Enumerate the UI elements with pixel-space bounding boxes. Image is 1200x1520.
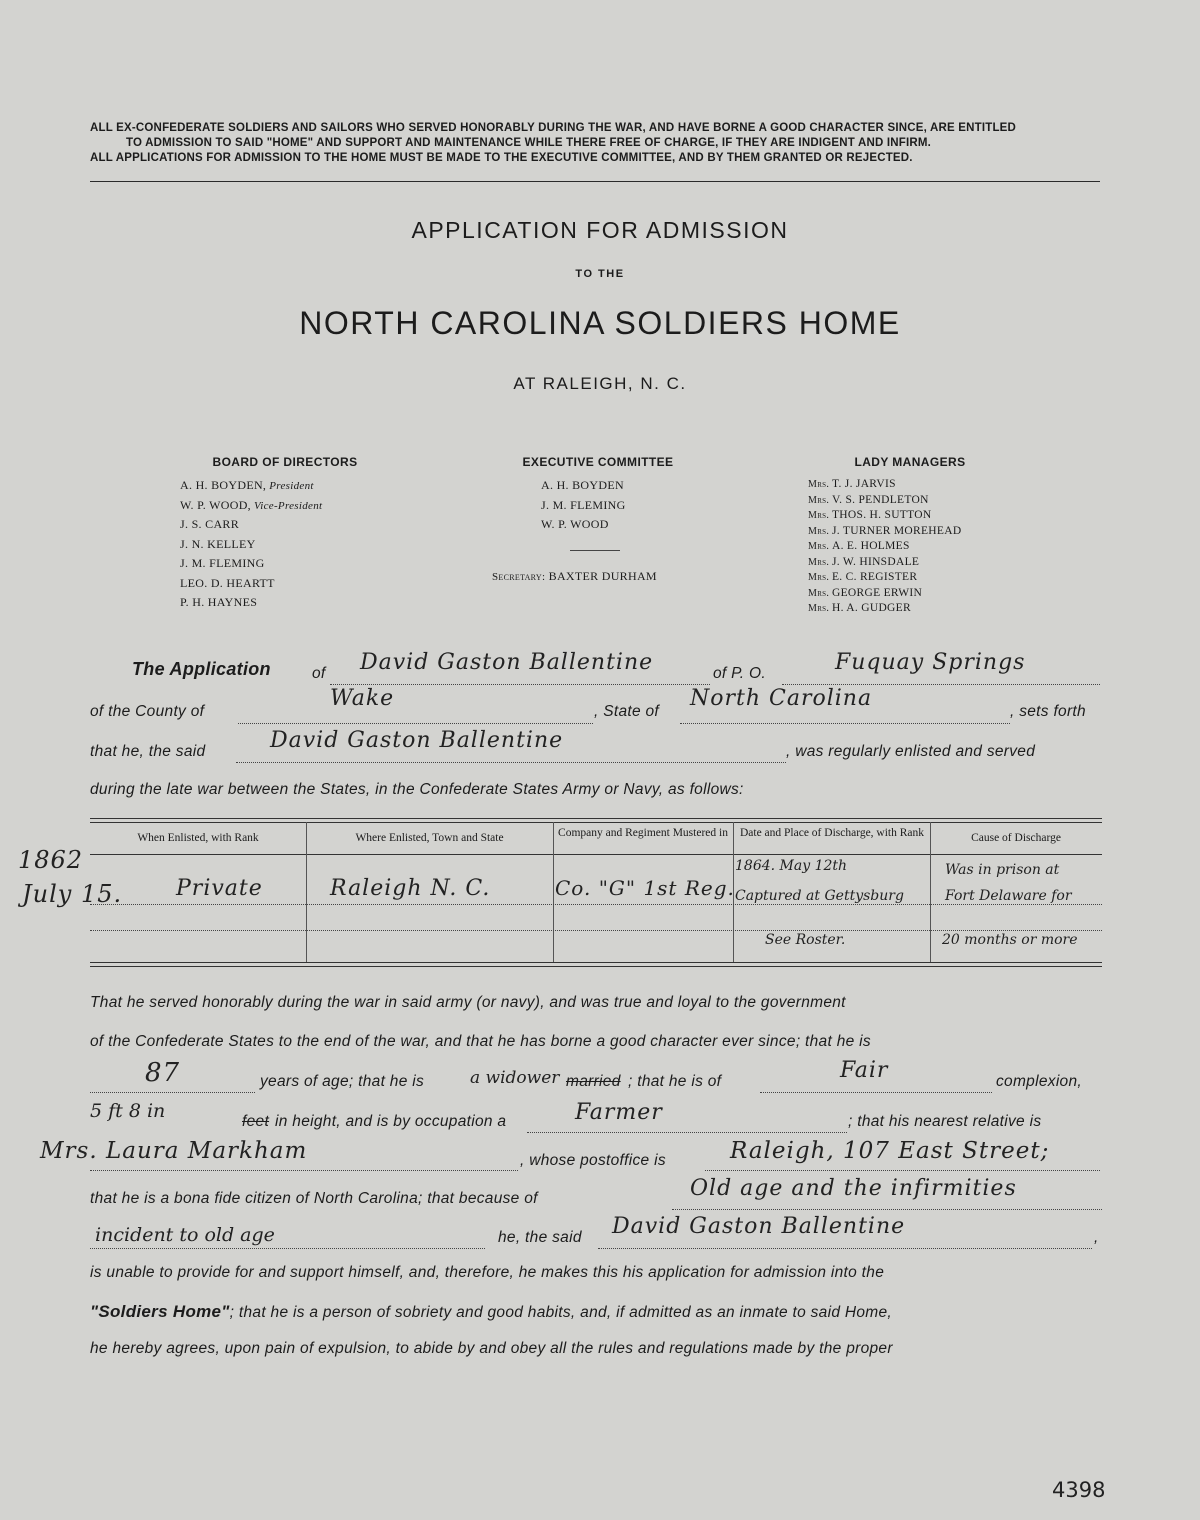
table-bottom-rule-2	[90, 966, 1102, 967]
county-label: of the County of	[90, 703, 205, 720]
handwritten-rank: Private	[176, 876, 263, 901]
enlisted-text: , was regularly enlisted and served	[786, 743, 1036, 760]
table-header-cause: Cause of Discharge	[971, 832, 1061, 844]
notice-line-3: ALL APPLICATIONS FOR ADMISSION TO THE HOME MUST BE MADE TO THE EXECUTIVE COMMITTEE, AND BY THEM GRANTED OR REJECTED.	[90, 152, 913, 164]
executive-divider	[570, 550, 620, 551]
handwritten-county: Wake	[330, 686, 395, 711]
handwritten-marital: a widower	[470, 1068, 560, 1088]
handwritten-post-office: Fuquay Springs	[835, 650, 1026, 675]
table-row-line	[90, 904, 1102, 905]
handwritten-reason-1: Old age and the infirmities	[690, 1176, 1017, 1201]
handwritten-date: July 15.	[22, 880, 123, 908]
complexion-line	[760, 1092, 992, 1093]
soldiers-home-label: "Soldiers Home"	[90, 1302, 230, 1321]
handwritten-applicant-name: David Gaston Ballentine	[360, 650, 654, 675]
executive-secretary: Secretary: BAXTER DURHAM	[492, 569, 657, 583]
handwritten-company: Co. "G" 1st Reg.	[555, 876, 735, 900]
agrees-text: he hereby agrees, upon pain of expulsion, to abide by and obey all the rules and regulations made by the proper	[90, 1340, 893, 1357]
table-header-rule	[90, 854, 1102, 855]
lady-manager: Mrs. V. S. PENDLETON	[808, 493, 929, 506]
executive-member: A. H. BOYDEN	[541, 478, 624, 492]
form-subtitle: TO THE	[575, 268, 625, 280]
handwritten-applicant-name-3: David Gaston Ballentine	[612, 1214, 906, 1239]
handwritten-height: 5 ft 8 in	[90, 1100, 166, 1122]
handwritten-occupation: Farmer	[575, 1100, 663, 1125]
handwritten-applicant-name-2: David Gaston Ballentine	[270, 728, 564, 753]
lady-manager: Mrs. A. E. HOLMES	[808, 540, 910, 552]
table-col-divider	[553, 822, 554, 962]
citizen-text: that he is a bona fide citizen of North Carolina; that because of	[90, 1190, 538, 1207]
reason-line-1	[672, 1209, 1102, 1210]
executive-member: W. P. WOOD	[541, 517, 609, 531]
that-he-said-label: that he, the said	[90, 743, 206, 760]
comma: ,	[1094, 1229, 1099, 1246]
he-said-text: he, the said	[498, 1229, 582, 1246]
of-label: of	[312, 665, 326, 682]
notice-line-1: ALL EX-CONFEDERATE SOLDIERS AND SAILORS WHO SERVED HONORABLY DURING THE WAR, AND HAVE BORNE A GOOD CHARACTER SINCE, ARE ENTITLED	[90, 122, 1017, 134]
director-name: J. N. KELLEY	[180, 536, 256, 551]
handwritten-relative-po: Raleigh, 107 East Street;	[730, 1138, 1050, 1164]
director-name: P. H. HAYNES	[180, 595, 258, 609]
paragraph-line-2: of the Confederate States to the end of the war, and that he has borne a good character ever since; that he is	[90, 1033, 871, 1050]
handwritten-complexion: Fair	[840, 1058, 889, 1083]
height-text: in height, and is by occupation a	[275, 1113, 507, 1130]
handwritten-discharge-3: See Roster.	[765, 932, 846, 948]
handwritten-cause-1: Was in prison at	[945, 862, 1060, 878]
state-label: , State of	[594, 703, 660, 720]
executive-member: J. M. FLEMING	[541, 497, 626, 512]
is-of-text: ; that he is of	[628, 1073, 722, 1090]
state-line	[680, 723, 1010, 724]
table-header-where: Where Enlisted, Town and State	[355, 832, 504, 844]
post-office-line	[782, 684, 1100, 685]
table-bottom-rule	[90, 962, 1102, 963]
lady-manager: Mrs. J. W. HINSDALE	[808, 555, 920, 568]
executive-title: EXECUTIVE COMMITTEE	[522, 455, 674, 469]
applicant-name-line	[330, 684, 710, 685]
lady-manager: Mrs. J. TURNER MOREHEAD	[808, 524, 962, 537]
sets-forth-label: , sets forth	[1010, 703, 1086, 720]
director-name: A. H. BOYDEN, President	[180, 478, 314, 492]
director-name: LEO. D. HEARTT	[180, 575, 275, 590]
age-line	[90, 1092, 255, 1093]
relative-line	[90, 1170, 518, 1171]
table-header-company: Company and Regiment Mustered in	[558, 827, 728, 839]
table-header-enlisted: When Enlisted, with Rank	[137, 832, 259, 844]
table-row-line	[90, 930, 1102, 931]
lady-manager: Mrs. E. C. REGISTER	[808, 571, 918, 583]
handwritten-year: 1862	[18, 846, 84, 874]
complexion-text: complexion,	[996, 1073, 1083, 1090]
notice-line-2: TO ADMISSION TO SAID "HOME" AND SUPPORT AND MAINTENANCE WHILE THERE FREE OF CHARGE, IF THEY ARE INDIGENT AND INFIRM.	[126, 137, 932, 149]
lady-manager: Mrs. T. J. JARVIS	[808, 478, 896, 490]
lady-manager: Mrs. GEORGE ERWIN	[808, 586, 923, 599]
county-line	[238, 723, 593, 724]
handwritten-cause-2: Fort Delaware for	[945, 888, 1072, 904]
table-header-discharge: Date and Place of Discharge, with Rank	[739, 827, 925, 839]
occupation-line	[527, 1132, 847, 1133]
handwritten-reason-2: incident to old age	[95, 1224, 275, 1246]
relative-po-line	[705, 1170, 1100, 1171]
po-label: of P. O.	[713, 665, 766, 682]
handwritten-cause-3: 20 months or more	[942, 932, 1078, 948]
married-struck: married	[566, 1073, 621, 1090]
sobriety-line	[90, 1302, 892, 1322]
application-label: The Application	[132, 659, 271, 679]
handwritten-discharge-2: Captured at Gettysburg	[735, 888, 904, 904]
feet-struck: feet	[242, 1113, 270, 1130]
paragraph-line-1: That he served honorably during the war in said army (or navy), and was true and loyal to the government	[90, 994, 846, 1011]
applicant-name-line-2	[236, 762, 786, 763]
director-name: W. P. WOOD, Vice-President	[180, 497, 323, 512]
relative-text: ; that his nearest relative is	[848, 1113, 1042, 1130]
reason-line-2	[90, 1248, 485, 1249]
institution-location: AT RALEIGH, N. C.	[513, 374, 687, 393]
postoffice-text: , whose postoffice is	[520, 1152, 666, 1169]
handwritten-relative: Mrs. Laura Markham	[40, 1138, 308, 1164]
during-text: during the late war between the States, in the Confederate States Army or Navy, as follows:	[90, 781, 744, 798]
table-top-rule	[90, 818, 1102, 819]
unable-text: is unable to provide for and support himself, and, therefore, he makes this his application for admission into the	[90, 1264, 885, 1281]
institution-name: NORTH CAROLINA SOLDIERS HOME	[299, 305, 901, 341]
director-name: J. M. FLEMING	[180, 556, 265, 570]
director-name: J. S. CARR	[180, 517, 240, 531]
handwritten-place: Raleigh N. C.	[330, 876, 491, 901]
sobriety-text: ; that he is a person of sobriety and good habits, and, if admitted as an inmate to said Home,	[229, 1304, 893, 1321]
applicant-name-line-3	[598, 1248, 1092, 1249]
handwritten-file-number: 4398	[1052, 1478, 1106, 1502]
handwritten-age: 87	[145, 1058, 181, 1088]
directors-title: BOARD OF DIRECTORS	[212, 455, 358, 469]
handwritten-state: North Carolina	[690, 686, 873, 711]
handwritten-discharge-1: 1864. May 12th	[735, 858, 848, 874]
years-text: years of age; that he is	[260, 1073, 425, 1090]
notice-divider	[90, 181, 1100, 182]
lady-managers-title: LADY MANAGERS	[854, 455, 966, 469]
table-top-rule-2	[90, 822, 1102, 823]
form-title: APPLICATION FOR ADMISSION	[411, 217, 789, 243]
lady-manager: Mrs. THOS. H. SUTTON	[808, 509, 932, 521]
lady-manager: Mrs. H. A. GUDGER	[808, 602, 911, 614]
